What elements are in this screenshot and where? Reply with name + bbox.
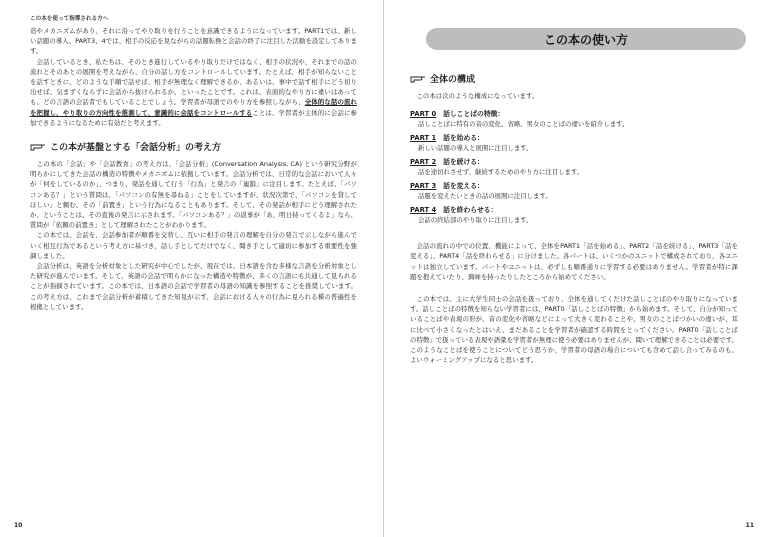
- parts-paragraph-text: 会話の流れの中での位置、機能によって、全体をPART1「話を始める」、PART2「話を続ける」、PART3「話を変える」、PART4「話を終わらせる」に分けました。各パートは、いくつかのユニットで構成されており、各ユニットは独立しています。パートやユニットは、必ずしも順番通りに学習する必要はありません。学習者が特に課題を抱えていたり、興味を持ったりしたところから始めてください。: [410, 242, 738, 281]
- part-item: [410, 181, 738, 201]
- part-label: [410, 133, 738, 143]
- part-label: [410, 181, 738, 191]
- part-number: PART 2: [410, 158, 437, 167]
- parts-paragraph: [410, 241, 738, 282]
- part0-paragraph-text: この本では、主に大学生同士の会話を扱っており、全体を通してくだけた話しことばのやり取りになっています。話しことばの特徴を知らない学習者には、PART0「話しことばの特徴」から始めます。そして、自分が知っていることばや表現の形が、音の変化や省略などによって大きく変わることや、男女のことばづかいの違いが、耳に比べて小さくなったとはいえ、まだあることを学習者が確認する時間をとってください。PART0「話しことばの特徴」で扱っている表現や語彙を学習者が無理に使う必要はありませんが、聞いて理解できることは必要です。このようなことばを使うことについてどう思うか、学習者の母語の場合についても含めて話し合ってみるのも、よいウォーミングアップになると思います。: [410, 295, 739, 365]
- part-number: PART 3: [410, 182, 437, 191]
- part-item: [410, 205, 738, 225]
- part-label: [410, 205, 738, 215]
- control-paragraph-emphasis: 全体的な話の流れを把握し、やり取りの方向性を推測して、意識的に会話をコントロールする: [30, 98, 357, 117]
- part-label: [410, 157, 738, 167]
- part-item: [410, 133, 738, 153]
- part-number: PART 1: [410, 134, 437, 143]
- page-number-right: 11: [745, 522, 754, 529]
- ca-paragraph-2-text: この本では、会話を、会話参加者が順番を交替し、互いに相手の発言の理解を自分の発言で示しながら進んでいく相互行為であるという考え方に基づき、話し手としてだけでなく、聞き手として適切に参加する重要性を強調しました。: [30, 231, 357, 260]
- chapter-title: この本の使い方: [426, 28, 746, 50]
- structure-heading-text: 全体の構成: [430, 75, 476, 85]
- pointing-hand-icon: [30, 142, 46, 151]
- part0-paragraph: [410, 294, 738, 365]
- part-description: 話を途切れさせず、継続するためのやり方に注目します。: [418, 168, 584, 177]
- part-description: 会話の終結部のやり取りに注目します。: [418, 216, 533, 225]
- structure-heading: [410, 72, 738, 85]
- pointing-hand-icon: [410, 74, 426, 83]
- ca-paragraph-2: [30, 230, 357, 261]
- part-title: 話を終わらせる：: [443, 206, 498, 215]
- ca-paragraph-1-text: この本の「会話」や「会話教育」の考え方は、「会話分析」(Conversation Analysis, CA) という研究分野が明らかにしてきた会話の構造の特徴やメカニズムに依拠しています。会話分析では、日常的な会話において人々が「何をしているのか」、つまり、発話を通して行う「行為」と発言の「連鎖」に注目します。たとえば、「パソコンある？」という質問は、「パソコンの有無を尋ねる」ことをしていますが、状況次第で、「パソコンを貸してほしい」と頼む、その「前置き」という行為になることもあります。そして、その発話が相手にどう理解されたか、ということは、その直後の発言に示されます。「パソコンある？」の返事が「あ、明日持ってくるよ」なら、質問が「依頼の前置き」として理解されたことがわかります。: [30, 160, 357, 230]
- page-number-left: 10: [14, 522, 23, 529]
- part-label: [410, 109, 738, 119]
- part-number: PART 0: [410, 110, 437, 119]
- running-head: この本を使って指導される方へ: [30, 16, 109, 22]
- structure-intro-text: この本は次のような構成になっています。: [416, 92, 539, 100]
- control-paragraph: [30, 57, 357, 128]
- intro-paragraph: 造やメカニズムがあり、それに沿ってやり取りを行うことを意識できるようになっています。PART1では、新しい話題の導入、PART3、4では、相手の反応を見ながらの話題転換と会話の終了に注目した活動を設定してあります。: [30, 27, 357, 56]
- part-description: 話しことばに特有の音の変化、省略、男女のことばの違いを紹介します。: [418, 120, 629, 129]
- part-title: 話を始める：: [443, 134, 484, 143]
- ca-paragraph-3-text: 会話分析は、英語を分析対象とした研究が中心でしたが、現在では、日本語を含む多様な言語を分析対象とした研究が進んでいます。そして、英語の会話で明らかになった構造や特徴が、多くの言語にも共通して見られることが指摘されています。この本では、日本語の会話で学習者の母語の知識を参照することを推奨しています。この考え方は、これまで会話分析が蓄積してきた知見が示す、会話における人々の行為に見られる種の普遍性を根拠としています。: [30, 262, 357, 311]
- part-title: 話しことばの特徴：: [443, 110, 505, 119]
- structure-intro: [410, 91, 738, 101]
- part-number: PART 4: [410, 206, 437, 215]
- section-heading-text: この本が基盤とする「会話分析」の考え方: [50, 143, 222, 154]
- part-title: 話を続ける：: [443, 158, 484, 167]
- part-description: 新しい話題の導入と展開に注目します。: [418, 144, 533, 153]
- ca-paragraph-1: [30, 159, 357, 230]
- part-item: [410, 157, 738, 177]
- part-title: 話を変える：: [443, 182, 484, 191]
- section-heading: [30, 140, 357, 153]
- control-paragraph-post: ことは、学習者が主体的に会話に参加できるようになるために有効だと考えます。: [30, 108, 357, 127]
- right-page: [384, 0, 768, 537]
- parts-list: [410, 109, 738, 225]
- ca-paragraph-3: [30, 261, 357, 312]
- control-paragraph-pre: 会話しているとき、私たちは、そのとき進行しているやり取りだけではなく、相手の状況や、それまでの話の流れとそのあとの展開を考えながら、自分の話し方をコントロールしています。たとえば、相手が知らないことを話すときに、どのような手順で話せば、相手が無理なく理解できるか、あるいは、事中で話す相手にどう切り出せば、気まずくならずに会話から抜けられるか、といったことです。これは、表面的なやり方に違いはあっても、どの言語の会話者でもしていることでしょう。学習者が母語でのやり方を参照しながら、: [30, 57, 357, 107]
- part-description: 話題を変えたいときの話の展開に注目します。: [418, 192, 552, 201]
- part-item: [410, 109, 738, 129]
